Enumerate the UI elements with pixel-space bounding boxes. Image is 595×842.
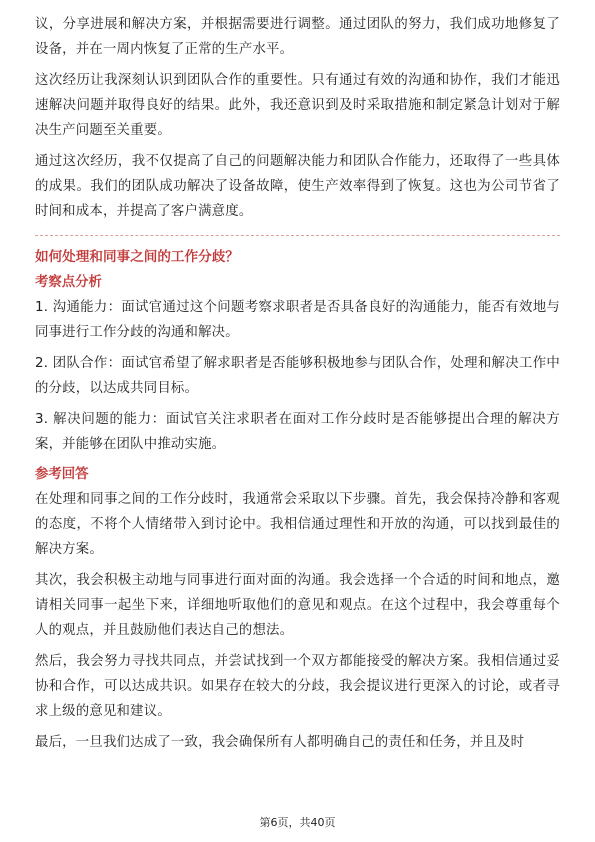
answer-paragraph: 在处理和同事之间的工作分歧时，我通常会采取以下步骤。首先，我会保持冷静和客观的态度，不将个人情绪带入到讨论中。我相信通过理性和开放的沟通，可以找到最佳的解决方案。 — [35, 492, 560, 557]
analysis-item: 3. 解决问题的能力：面试官关注求职者在面对工作分歧时是否能够提出合理的解决方案，并能够在团队中推动实施。 — [35, 412, 560, 452]
question-heading: 如何处理和同事之间的工作分歧？ — [35, 249, 239, 265]
answer-paragraph: 其次，我会积极主动地与同事进行面对面的沟通。我会选择一个合适的时间和地点，邀请相关同事一起坐下来，详细地听取他们的意见和观点。在这个过程中，我会尊重每个人的观点，并且鼓励他们表达自己的想法。 — [35, 573, 560, 638]
intro-paragraph: 这次经历让我深刻认识到团队合作的重要性。只有通过有效的沟通和协作，我们才能迅速解决问题并取得良好的结果。此外，我还意识到及时采取措施和制定紧急计划对于解决生产问题至关重要。 — [35, 73, 560, 138]
document-body — [35, 12, 560, 761]
page-number: 第6页，共40页 — [259, 816, 336, 829]
analysis-item: 1. 沟通能力：面试官通过这个问题考察求职者是否具备良好的沟通能力，能否有效地与同事进行工作分歧的沟通和解决。 — [35, 300, 560, 340]
answer-heading: 参考回答 — [35, 467, 89, 482]
answer-paragraph: 最后，一旦我们达成了一致，我会确保所有人都明确自己的责任和任务，并且及时 — [35, 735, 525, 750]
analysis-item: 2. 团队合作：面试官希望了解求职者是否能够积极地参与团队合作，处理和解决工作中的分歧，以达成共同目标。 — [35, 356, 560, 396]
section-divider — [35, 235, 560, 236]
analysis-heading: 考察点分析 — [35, 275, 102, 290]
answer-paragraph: 然后，我会努力寻找共同点，并尝试找到一个双方都能接受的解决方案。我相信通过妥协和合作，可以达成共识。如果存在较大的分歧，我会提议进行更深入的讨论，或者寻求上级的意见和建议。 — [35, 654, 560, 719]
intro-paragraph: 通过这次经历，我不仅提高了自己的问题解决能力和团队合作能力，还取得了一些具体的成果。我们的团队成功解决了设备故障，使生产效率得到了恢复。这也为公司节省了时间和成本，并提高了客户满意度。 — [35, 154, 560, 219]
intro-paragraph: 议，分享进展和解决方案，并根据需要进行调整。通过团队的努力，我们成功地修复了设备，并在一周内恢复了正常的生产水平。 — [35, 17, 560, 57]
